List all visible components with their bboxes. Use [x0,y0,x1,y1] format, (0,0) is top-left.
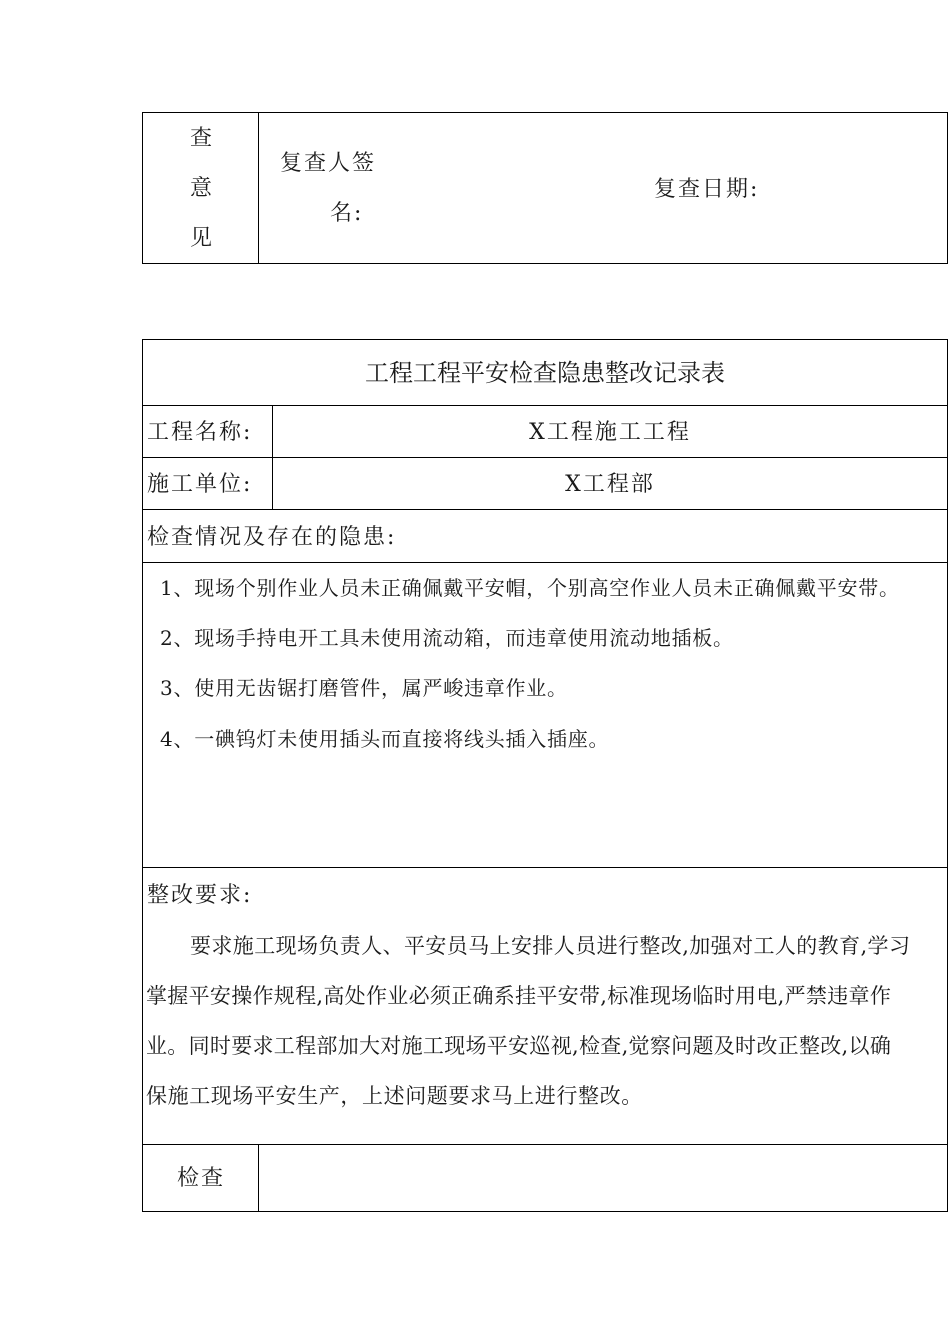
unit-label: 施工单位: [147,472,253,497]
review-opinion-label [181,114,221,264]
hazard-item: 3、使用无齿锯打磨管件，属严峻违章作业。 [160,676,568,700]
requirements-line: 要求施工现场负责人、平安员马上安排人员进行整改,加强对工人的教育,学习 [190,934,911,958]
review-label-char: 查 [189,126,212,151]
check-label: 检查 [177,1166,226,1191]
requirements-line: 业。同时要求工程部加大对施工现场平安巡视,检查,觉察问题及时改正整改,以确 [146,1034,892,1058]
review-label-char: 见 [189,226,212,251]
requirements-label: 整改要求: [147,883,253,908]
requirements-line: 保施工现场平安生产，上述问题要求马上进行整改。 [146,1084,643,1108]
hazard-item: 1、现场个别作业人员未正确佩戴平安帽，个别高空作业人员未正确佩戴平安带。 [160,576,900,600]
requirements-line: 掌握平安操作规程,高处作业必须正确系挂平安带,标准现场临时用电,严禁违章作 [146,984,892,1008]
row-divider [142,1144,948,1145]
row-divider [142,867,948,868]
record-table [142,339,948,1212]
project-name-label: 工程名称: [147,420,253,445]
unit-value: X工程部 [565,472,655,497]
hazard-item: 2、现场手持电开工具未使用流动箱，而违章使用流动地插板。 [160,626,734,650]
row-divider [142,405,948,406]
row-divider [142,509,948,510]
project-name-value: X工程施工工程 [529,420,691,445]
review-table [142,112,948,264]
record-table-title: 工程工程平安检查隐患整改记录表 [365,359,725,387]
signer-label-line2: 名: [330,201,364,226]
hazard-item: 4、一碘钨灯未使用插头而直接将线头插入插座。 [160,727,610,751]
signer-label-line1: 复查人签 [280,151,377,176]
review-table-divider [258,112,259,264]
review-date-label: 复查日期: [654,177,760,202]
row-divider [142,562,948,563]
hazards-label: 检查情况及存在的隐患: [147,525,397,550]
col-divider [258,1144,259,1212]
row-divider [142,457,948,458]
review-label-char: 意 [189,176,212,201]
